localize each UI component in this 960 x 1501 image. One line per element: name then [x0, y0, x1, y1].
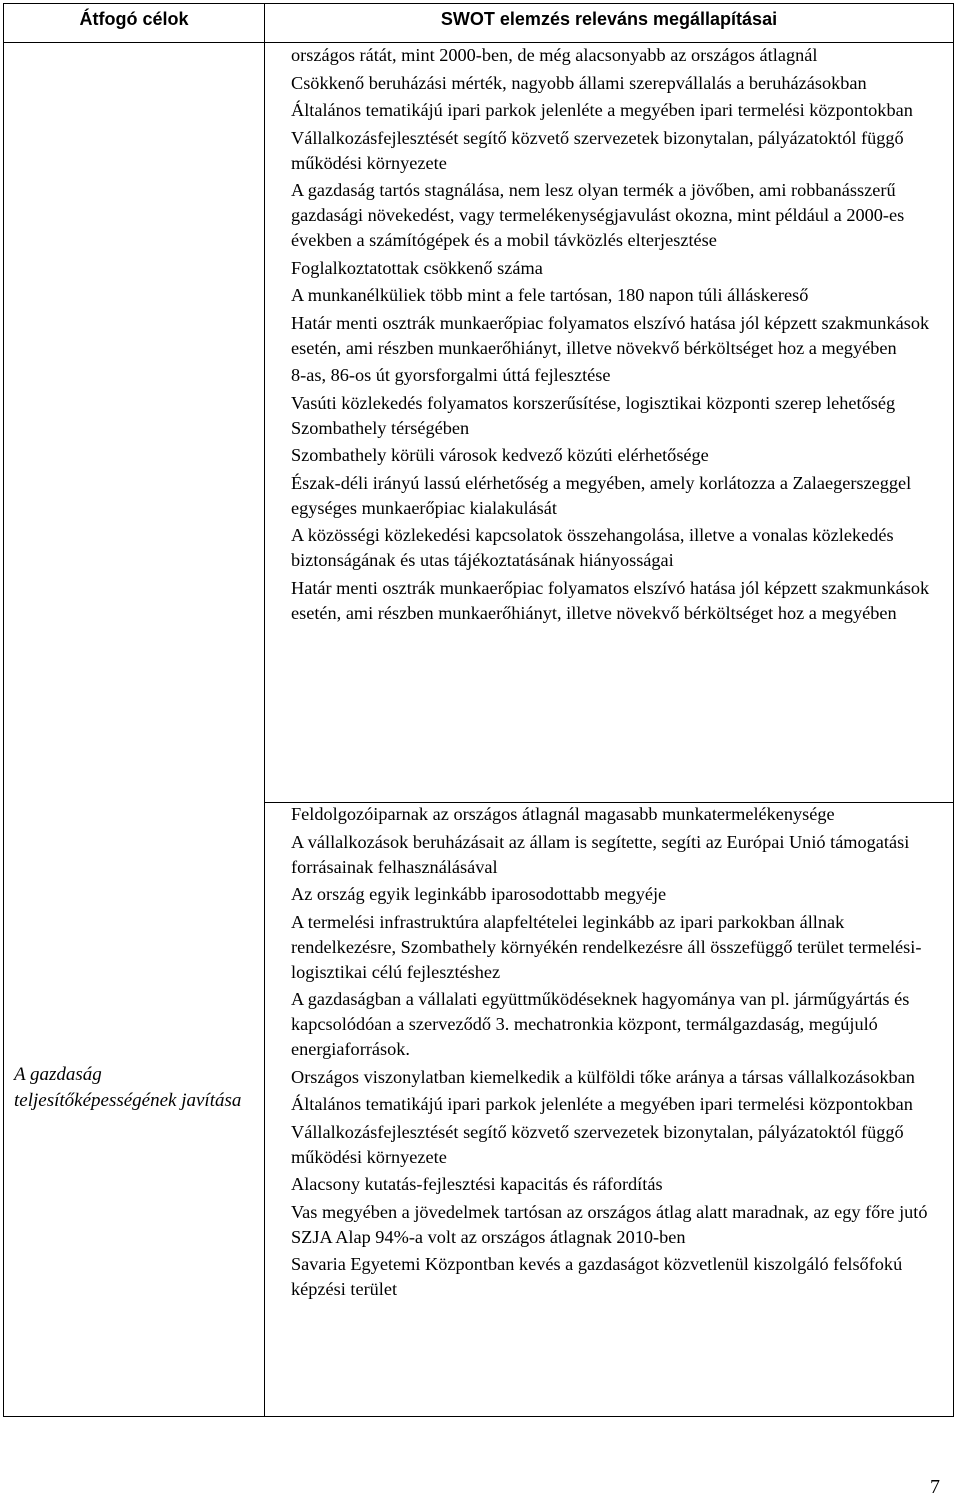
column-header-swot: SWOT elemzés releváns megállapításai: [440, 8, 778, 29]
list-item: Csökkenő beruházási mérték, nagyobb állami szerepvállalás a beruházásokban: [291, 72, 867, 93]
goal-cell: A gazdaság teljesítőképességének javítása: [14, 1064, 242, 1111]
list-item: Általános tematikájú ipari parkok jelenléte a megyében ipari termelési központokban: [291, 100, 913, 120]
list-item: Vállalkozásfejlesztését segítő közvető szervezetek bizonytalan, pályázatoktól függő működési környezete: [291, 1121, 904, 1167]
column-divider: [264, 3, 265, 1417]
list-item: Alacsony kutatás-fejlesztési kapacitás és ráfordítás: [291, 1174, 663, 1194]
list-item: 8-as, 86-os út gyorsforgalmi úttá fejlesztése: [291, 365, 611, 385]
list-item: A vállalkozások beruházásait az állam is segítette, segíti az Európai Unió támogatási forrásainak felhasználásával: [291, 831, 910, 877]
list-item: A termelési infrastruktúra alapfeltételei leginkább az ipari parkokban állnak rendelkezésre, Szombathely környékén rendelkezésre áll összefüggő terület termelési-logisztikai célú fejlesztéshez: [291, 911, 922, 982]
list-item: Az ország egyik leginkább iparosodottabb megyéje: [291, 884, 667, 904]
list-item: Vas megyében a jövedelmek tartósan az országos átlag alatt maradnak, az egy főre jutó SZJA Alap 94%-a volt az országos átlagnak 2010-ben: [291, 1201, 928, 1247]
list-item: Szombathely körüli városok kedvező közúti elérhetősége: [291, 445, 709, 465]
list-item: A gazdaságban a vállalati együttműködéseknek hagyománya van pl. járműgyártás és kapcsolódóan a szerveződő 3. mechatronkia központ, termálgazdaság, megújuló energiaforrások.: [291, 989, 910, 1059]
list-item: Savaria Egyetemi Központban kevés a gazdaságot közvetlenül kiszolgáló felsőfokú képzési terület: [291, 1254, 903, 1299]
list-item: A közösségi közlekedési kapcsolatok összehangolása, illetve a vonalas közlekedés biztonságának és utas tájékoztatásának hiányosságai: [291, 525, 894, 570]
list-item: Vasúti közlekedés folyamatos korszerűsítése, logisztikai központi szerep lehetőség Szombathely térségében: [291, 392, 896, 438]
column-header-goals: Átfogó célok: [79, 8, 189, 29]
list-item: Feldolgozóiparnak az országos átlagnál magasabb munkatermelékenysége: [291, 804, 835, 824]
swot-findings-list-1: [291, 43, 946, 628]
list-item: országos rátát, mint 2000-ben, de még alacsonyabb az országos átlagnál: [291, 45, 818, 65]
page-number: 7: [930, 1476, 940, 1498]
list-item: Általános tematikájú ipari parkok jelenléte a megyében ipari termelési központokban: [291, 1094, 913, 1114]
list-item: Határ menti osztrák munkaerőpiac folyamatos elszívó hatása jól képzett szakmunkások esetén, ami részben munkaerőhiányt, illetve növekvő bérköltséget hoz a megyében: [291, 312, 930, 358]
swot-findings-list-2: [291, 802, 946, 1305]
list-item: Országos viszonylatban kiemelkedik a külföldi tőke aránya a társas vállalkozásokban: [291, 1066, 915, 1087]
list-item: A munkanélküliek több mint a fele tartósan, 180 napon túli álláskereső: [291, 285, 809, 305]
list-item: Határ menti osztrák munkaerőpiac folyamatos elszívó hatása jól képzett szakmunkások esetén, ami részben munkaerőhiányt, illetve növekvő bérköltséget hoz a megyében: [291, 577, 930, 623]
list-item: Foglalkoztatottak csökkenő száma: [291, 257, 543, 278]
list-item: Észak-déli irányú lassú elérhetőség a megyében, amely korlátozza a Zalaegerszeggel egységes munkaerőpiac kialakulását: [291, 472, 912, 518]
list-item: A gazdaság tartós stagnálása, nem lesz olyan termék a jövőben, ami robbanásszerű gazdasági növekedést, vagy termelékenységjavulást okozna, mint például a 2000-es években a számítógépek és a mobil távközlés elterjesztése: [291, 180, 905, 250]
list-item: Vállalkozásfejlesztését segítő közvető szervezetek bizonytalan, pályázatoktól függő működési környezete: [291, 127, 904, 173]
